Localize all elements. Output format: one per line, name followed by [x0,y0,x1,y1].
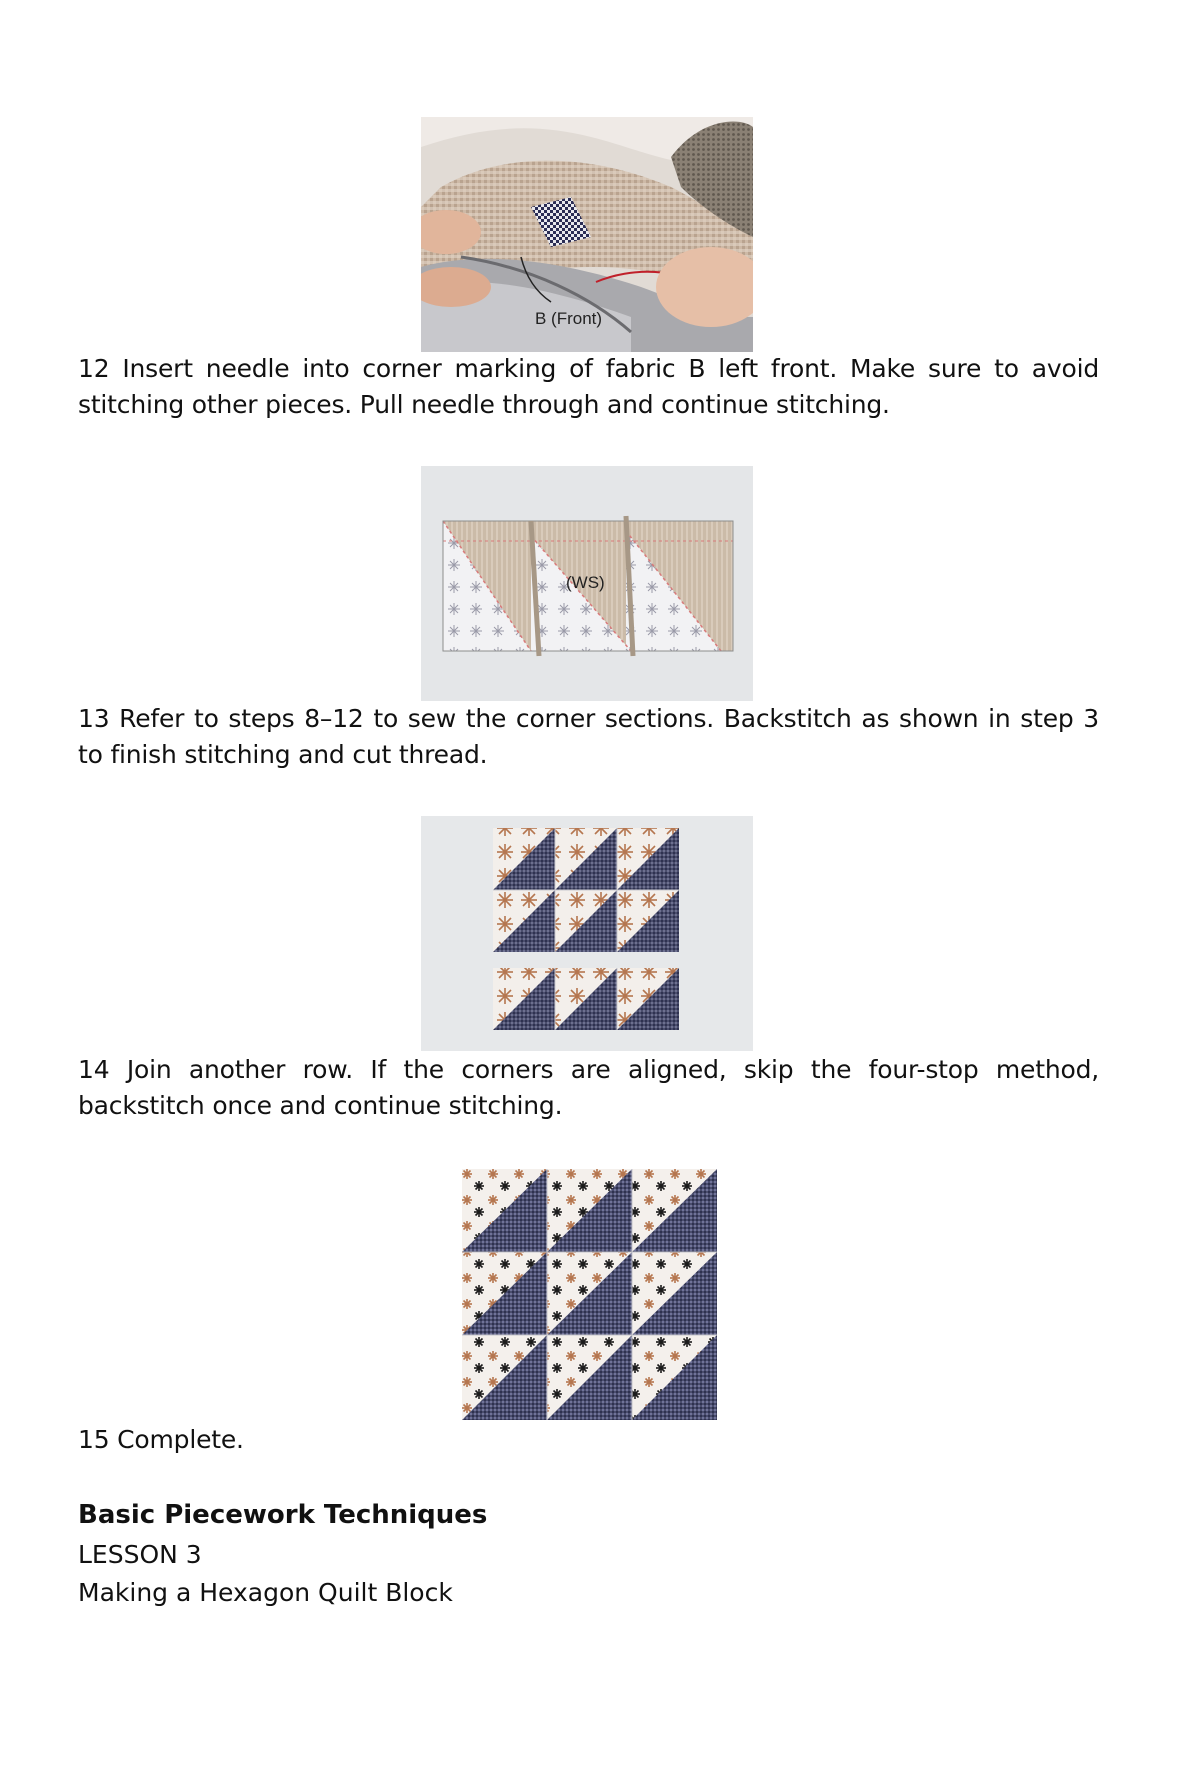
sewn-row-wrong-side-photo-icon [421,466,753,701]
completed-block-photo-icon [460,1167,719,1422]
step-13-caption [78,701,1099,773]
lesson-subtitle: Making a Hexagon Quilt Block [78,1578,453,1607]
joined-rows-photo-icon [421,816,753,1051]
step-15-photo [460,1167,719,1422]
step-15-number: 15 [78,1425,110,1454]
step-14-photo [421,816,753,1051]
step-15-text: Complete. [117,1425,244,1454]
step-13-photo-label: (WS) [566,573,605,592]
step-13-text: Refer to steps 8–12 to sew the corner sections. Backstitch as shown in step 3 to finish stitching and cut thread. [78,704,1100,769]
step-13-photo [421,466,753,701]
step-12-text: Insert needle into corner marking of fabric B left front. Make sure to avoid stitching other pieces. Pull needle through and continue stitching. [78,354,1099,419]
step-14-text: Join another row. If the corners are aligned, skip the four-stop method, backstitch once and continue stitching. [78,1055,1099,1120]
section-title: Basic Piecework Techniques [78,1500,488,1530]
step-12-photo [421,117,753,352]
hand-stitching-photo-icon [421,117,753,352]
step-12-photo-label: B (Front) [535,309,603,328]
step-14-caption [78,1052,1099,1124]
step-13-number: 13 [78,704,110,733]
step-14-number: 14 [78,1055,110,1084]
step-12-number: 12 [78,354,110,383]
lesson-label: LESSON 3 [78,1540,202,1569]
step-12-caption [78,351,1099,423]
step-15-caption [78,1422,1099,1458]
